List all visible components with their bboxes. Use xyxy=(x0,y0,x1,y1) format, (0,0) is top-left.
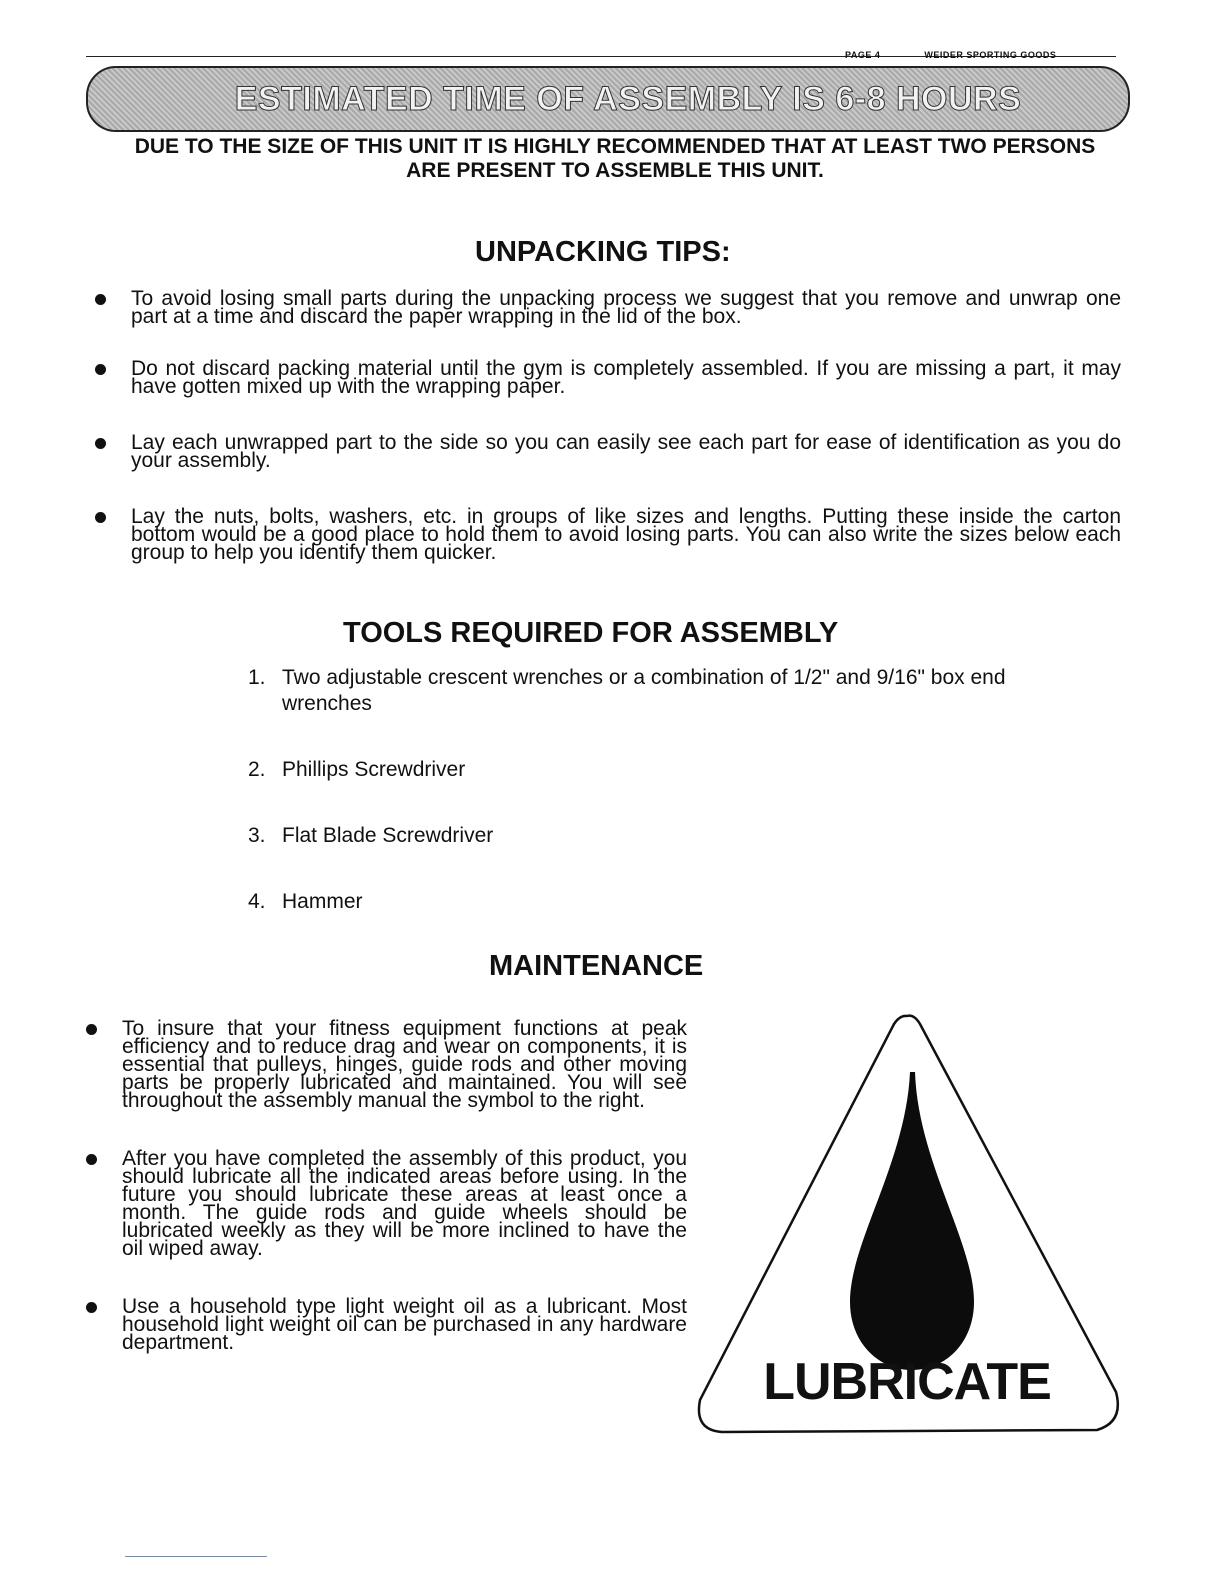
tools-list xyxy=(248,665,1042,915)
list-item: Lay each unwrapped part to the side so you can easily see each part for ease of identification as you do your assembly. xyxy=(131,434,1121,470)
tools-required-title: TOOLS REQUIRED FOR ASSEMBLY xyxy=(343,617,839,649)
unpacking-tips-list xyxy=(131,287,1121,564)
bullet-icon xyxy=(86,1154,97,1165)
oil-drop-icon xyxy=(850,1072,974,1370)
two-persons-warning: DUE TO THE SIZE OF THIS UNIT IT IS HIGHLY RECOMMENDED THAT AT LEAST TWO PERSONS ARE PRESENT TO ASSEMBLE THIS UNIT. xyxy=(134,135,1096,182)
list-item: Lay the nuts, bolts, washers, etc. in groups of like sizes and lengths. Putting these inside the carton bottom would be a good place to hold them to avoid losing parts. You can also write the sizes below each group to help you identify them quicker. xyxy=(131,508,1121,562)
assembly-time-text: ESTIMATED TIME OF ASSEMBLY IS 6-8 HOURS xyxy=(234,79,1022,118)
list-item: To avoid losing small parts during the unpacking process we suggest that you remove and unwrap one part at a time and discard the paper wrapping in the lid of the box. xyxy=(131,290,1121,326)
footer-rule xyxy=(125,1556,267,1557)
company-name: WEIDER SPORTING GOODS xyxy=(924,50,1057,60)
bullet-icon xyxy=(86,1302,97,1313)
page-number: PAGE 4 xyxy=(845,50,881,60)
maintenance-title: MAINTENANCE xyxy=(489,950,704,982)
maintenance-list xyxy=(122,1017,687,1354)
list-item: To insure that your fitness equipment functions at peak efficiency and to reduce drag and wear on components, it is essential that pulleys, hinges, guide rods and other moving parts be properly lubricated and maintained. You will see throughout the assembly manual the symbol to the right. xyxy=(122,1020,687,1110)
bullet-icon xyxy=(86,1024,97,1035)
list-item: Use a household type light weight oil as a lubricant. Most household light weight oil can be purchased in any hardware department. xyxy=(122,1298,687,1352)
page-header xyxy=(845,50,1056,60)
list-item: 3. Flat Blade Screwdriver xyxy=(248,824,494,847)
bullet-icon xyxy=(95,438,106,449)
list-item: 4. Hammer xyxy=(248,890,363,913)
list-item: 2. Phillips Screwdriver xyxy=(248,758,466,781)
list-item: After you have completed the assembly of this product, you should lubricate all the indicated areas before using. In the future you should lubricate these areas at least once a month. The guide rods and guide wheels should be lubricated weekly as they will be more inclined to have the oil wiped away. xyxy=(122,1150,687,1258)
list-item: 1. Two adjustable crescent wrenches or a combination of 1/2" and 9/16" box end wrenches xyxy=(248,666,1006,715)
lubricate-label: LUBRICATE xyxy=(763,1353,1051,1411)
unpacking-tips-title: UNPACKING TIPS: xyxy=(475,236,731,268)
bullet-icon xyxy=(95,294,106,305)
assembly-time-banner xyxy=(86,66,1130,132)
list-item: Do not discard packing material until the gym is completely assembled. If you are missing a part, it may have gotten mixed up with the wrapping paper. xyxy=(131,360,1121,396)
bullet-icon xyxy=(95,512,106,523)
bullet-icon xyxy=(95,364,106,375)
